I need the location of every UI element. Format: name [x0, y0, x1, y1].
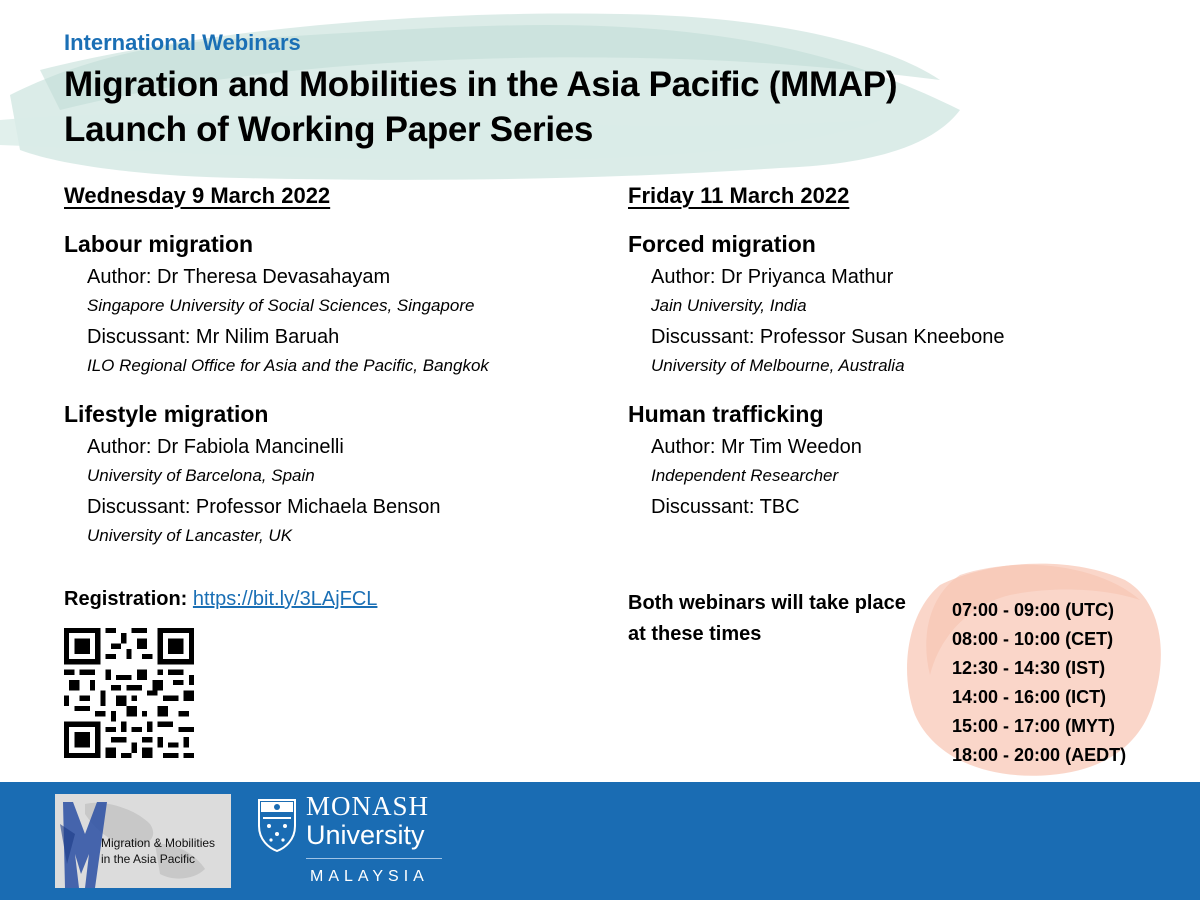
time-slot: 07:00 - 09:00 (UTC)	[952, 600, 1115, 620]
times-list	[952, 596, 1126, 770]
author-name: Author: Dr Priyanca Mathur	[651, 266, 894, 288]
times-note: Both webinars will take place at these times	[628, 592, 906, 645]
discussant-affiliation: University of Melbourne, Australia	[651, 356, 905, 375]
author-affiliation: University of Barcelona, Spain	[87, 466, 315, 485]
author-name: Author: Mr Tim Weedon	[651, 436, 862, 458]
session-date: Wednesday 9 March 2022	[64, 183, 331, 208]
time-slot: 18:00 - 20:00 (AEDT)	[952, 745, 1127, 765]
author-affiliation: Independent Researcher	[651, 466, 839, 485]
registration-link[interactable]: https://bit.ly/3LAjFCL	[192, 588, 378, 610]
monash-name-line-2: University	[306, 820, 425, 850]
discussant-name: Discussant: Professor Michaela Benson	[87, 496, 441, 518]
footer-bar	[0, 782, 1200, 900]
registration-line	[64, 588, 377, 611]
qr-code-icon[interactable]	[64, 628, 194, 758]
page-title	[64, 62, 897, 152]
mmap-line-2: in the Asia Pacific	[101, 852, 196, 866]
monash-wordmark	[306, 792, 429, 850]
time-slot: 12:30 - 14:30 (IST)	[952, 658, 1106, 678]
mmap-logo-text	[101, 835, 215, 867]
time-slot: 15:00 - 17:00 (MYT)	[952, 716, 1116, 736]
time-slot: 14:00 - 16:00 (ICT)	[952, 687, 1107, 707]
mmap-logo	[55, 794, 231, 888]
monash-name-line-1: MONASH	[306, 791, 430, 821]
author-name: Author: Dr Theresa Devasahayam	[87, 266, 391, 288]
topic-heading: Labour migration	[64, 231, 254, 257]
discussant-name: Discussant: TBC	[651, 496, 800, 518]
author-affiliation: Jain University, India	[651, 296, 807, 315]
discussant-name: Discussant: Mr Nilim Baruah	[87, 326, 340, 348]
eyebrow-label: International Webinars	[64, 30, 301, 55]
author-name: Author: Dr Fabiola Mancinelli	[87, 436, 344, 458]
registration-label: Registration:	[64, 588, 188, 610]
monash-divider	[306, 858, 442, 859]
discussant-affiliation: University of Lancaster, UK	[87, 526, 293, 545]
monash-country: MALAYSIA	[310, 868, 429, 885]
title-line-1: Migration and Mobilities in the Asia Pacific (MMAP)	[64, 65, 898, 104]
discussant-affiliation: ILO Regional Office for Asia and the Pacific, Bangkok	[87, 356, 489, 375]
topic-heading: Lifestyle migration	[64, 401, 269, 427]
topic-heading: Forced migration	[628, 231, 816, 257]
title-line-2: Launch of Working Paper Series	[64, 110, 594, 149]
mmap-line-1: Migration & Mobilities	[101, 836, 216, 850]
monash-crest-icon	[255, 796, 299, 852]
discussant-name: Discussant: Professor Susan Kneebone	[651, 326, 1005, 348]
time-slot: 08:00 - 10:00 (CET)	[952, 629, 1114, 649]
author-affiliation: Singapore University of Social Sciences, Singapore	[87, 296, 475, 315]
session-date: Friday 11 March 2022	[628, 183, 850, 208]
topic-heading: Human trafficking	[628, 401, 824, 427]
session-wednesday	[64, 180, 604, 550]
session-friday	[628, 180, 1168, 522]
